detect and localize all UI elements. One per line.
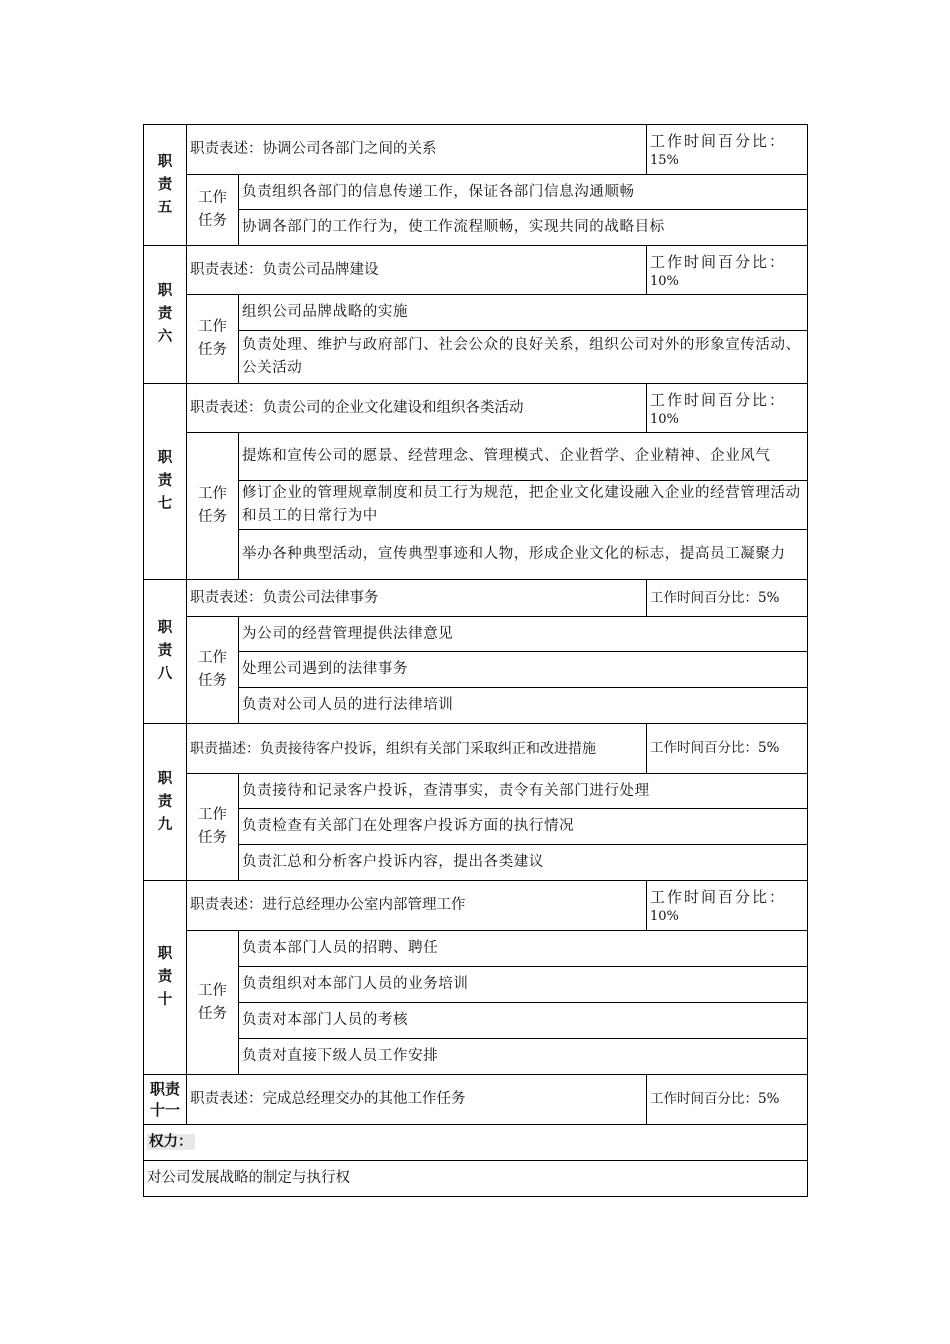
- duty-8-task-3: 负责对公司人员的进行法律培训: [239, 688, 808, 724]
- duty-9-description: 职责描述：负责接待客户投诉，组织有关部门采取纠正和改进措施: [187, 724, 647, 774]
- duty-9-task-label: 工作 任务: [187, 774, 239, 881]
- duty-10-task-row: [144, 967, 808, 1003]
- duty-11-label: 职责 十一: [144, 1075, 187, 1125]
- duty-8-description: 职责表述：负责公司法律事务: [187, 580, 647, 617]
- duty-11-time-percent: 工作时间百分比：5%: [647, 1075, 808, 1125]
- duty-7-time-percent: 工作时间百分比： 10%: [647, 384, 808, 433]
- duty-11-description: 职责表述：完成总经理交办的其他工作任务: [187, 1075, 647, 1125]
- duty-8-task-row: [144, 688, 808, 724]
- duty-9-task-1: 负责接待和记录客户投诉，查清事实，责令有关部门进行处理: [239, 774, 808, 809]
- power-content-row: [144, 1161, 808, 1197]
- duty-9-header-row: [144, 724, 808, 774]
- duty-5-label: 职 责 五: [144, 125, 187, 246]
- duty-10-task-3: 负责对本部门人员的考核: [239, 1003, 808, 1039]
- duties-table: [143, 124, 808, 1197]
- duty-8-header-row: [144, 580, 808, 617]
- duty-10-time-percent: 工作时间百分比： 10%: [647, 881, 808, 931]
- duty-6-task-2: 负责处理、维护与政府部门、社会公众的良好关系，组织公司对外的形象宣传活动、公关活动: [239, 331, 808, 384]
- duty-5-description: 职责表述：协调公司各部门之间的关系: [187, 125, 647, 175]
- duty-6-task-row: [144, 295, 808, 331]
- duty-7-header-row: [144, 384, 808, 433]
- duty-7-task-2: 修订企业的管理规章制度和员工行为规范，把企业文化建设融入企业的经营管理活动和员工的日常行为中: [239, 481, 808, 530]
- duty-7-task-3: 举办各种典型活动，宣传典型事迹和人物，形成企业文化的标志，提高员工凝聚力: [239, 530, 808, 580]
- duty-8-task-1: 为公司的经营管理提供法律意见: [239, 617, 808, 652]
- duty-5-task-row: [144, 210, 808, 246]
- duty-5-task-2: 协调各部门的工作行为，使工作流程顺畅，实现共同的战略目标: [239, 210, 808, 246]
- duty-10-task-row: [144, 1003, 808, 1039]
- power-content: 对公司发展战略的制定与执行权: [144, 1161, 808, 1197]
- duty-8-task-label: 工作 任务: [187, 617, 239, 724]
- duty-7-task-row: [144, 433, 808, 481]
- duty-11-row: [144, 1075, 808, 1125]
- duty-5-task-1: 负责组织各部门的信息传递工作，保证各部门信息沟通顺畅: [239, 175, 808, 210]
- duty-10-task-label: 工作 任务: [187, 931, 239, 1075]
- duty-9-task-row: [144, 809, 808, 845]
- duty-5-task-label: 工作 任务: [187, 175, 239, 246]
- duty-7-task-label: 工作 任务: [187, 433, 239, 580]
- duty-8-task-row: [144, 617, 808, 652]
- duty-7-label: 职 责 七: [144, 384, 187, 580]
- power-heading: 权力：: [144, 1125, 808, 1161]
- duty-6-task-1: 组织公司品牌战略的实施: [239, 295, 808, 331]
- duty-6-description: 职责表述：负责公司品牌建设: [187, 246, 647, 295]
- duty-10-task-row: [144, 931, 808, 967]
- duty-6-time-percent: 工作时间百分比： 10%: [647, 246, 808, 295]
- duty-10-task-4: 负责对直接下级人员工作安排: [239, 1039, 808, 1075]
- duty-6-task-row: [144, 331, 808, 384]
- duty-9-task-row: [144, 845, 808, 881]
- duty-7-task-row: [144, 530, 808, 580]
- duty-10-task-2: 负责组织对本部门人员的业务培训: [239, 967, 808, 1003]
- duty-10-task-row: [144, 1039, 808, 1075]
- duty-8-time-percent: 工作时间百分比：5%: [647, 580, 808, 617]
- duty-5-header-row: [144, 125, 808, 175]
- duty-5-task-row: [144, 175, 808, 210]
- duty-9-task-2: 负责检查有关部门在处理客户投诉方面的执行情况: [239, 809, 808, 845]
- duty-10-header-row: [144, 881, 808, 931]
- duty-6-task-label: 工作 任务: [187, 295, 239, 384]
- duty-10-description: 职责表述：进行总经理办公室内部管理工作: [187, 881, 647, 931]
- duty-9-task-row: [144, 774, 808, 809]
- duty-8-label: 职 责 八: [144, 580, 187, 724]
- duty-9-time-percent: 工作时间百分比：5%: [647, 724, 808, 774]
- power-header-row: [144, 1125, 808, 1161]
- duty-9-label: 职 责 九: [144, 724, 187, 881]
- duty-6-header-row: [144, 246, 808, 295]
- duty-7-task-row: [144, 481, 808, 530]
- duty-9-task-3: 负责汇总和分析客户投诉内容，提出各类建议: [239, 845, 808, 881]
- duty-10-label: 职 责 十: [144, 881, 187, 1075]
- duty-6-label: 职 责 六: [144, 246, 187, 384]
- duty-7-task-1: 提炼和宣传公司的愿景、经营理念、管理模式、企业哲学、企业精神、企业风气: [239, 433, 808, 481]
- duty-10-task-1: 负责本部门人员的招聘、聘任: [239, 931, 808, 967]
- duty-5-time-percent: 工作时间百分比： 15%: [647, 125, 808, 175]
- duty-7-description: 职责表述：负责公司的企业文化建设和组织各类活动: [187, 384, 647, 433]
- duty-8-task-2: 处理公司遇到的法律事务: [239, 652, 808, 688]
- duty-8-task-row: [144, 652, 808, 688]
